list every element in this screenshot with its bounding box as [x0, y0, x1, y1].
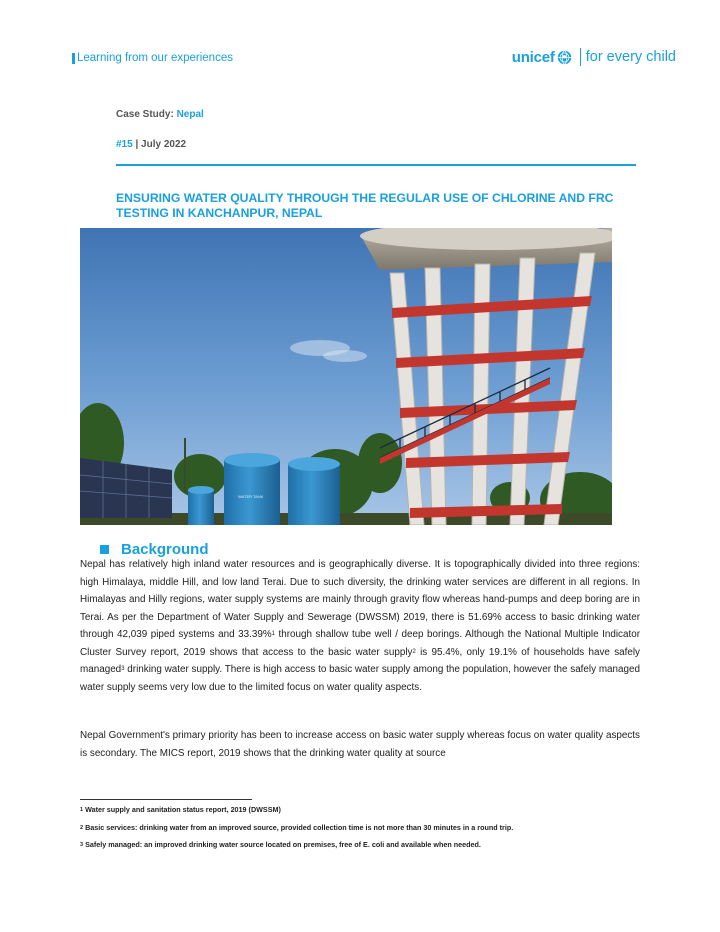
brand-name: unicef	[511, 48, 555, 66]
issue-number: #15	[116, 139, 133, 150]
section-heading-text: Background	[121, 541, 209, 558]
footnote-ref-3[interactable]: 3	[121, 666, 125, 672]
footnote-1-text: Water supply and sanitation status report, 2019 (DWSSM)	[85, 805, 281, 814]
unicef-globe-icon	[557, 50, 572, 65]
header-divider	[116, 164, 636, 166]
series-label	[72, 52, 233, 64]
issue-date: July 2022	[141, 139, 187, 150]
footnote-2-text: Basic services: drinking water from an improved source, provided collection time is not more than 30 minutes in a round trip.	[85, 823, 514, 832]
case-country: Nepal	[176, 109, 204, 120]
footnote-divider	[80, 799, 252, 800]
unicef-logo	[512, 48, 676, 66]
para1-part-b: through shallow tube well / deep borings. Although the National Multiple Indicator Cluster Survey report, 2019 shows that access to the basic water supply	[80, 629, 640, 658]
footnote-2-number: 2	[80, 825, 84, 831]
cover-photo	[80, 228, 612, 525]
footnote-1-number: 1	[80, 807, 84, 813]
body-paragraph-2: Nepal Government's primary priority has been to increase access on basic water supply whereas focus on water quality aspects is secondary. The MICS report, 2019 shows that the drinking water quality at source	[80, 730, 640, 759]
issue-separator: |	[132, 139, 142, 150]
footnote-ref-2[interactable]: 2	[412, 648, 416, 655]
para1-part-d: drinking water supply. There is high access to basic water supply among the population, however the safely managed water supply seems very low due to the limited focus on water quality aspects.	[80, 664, 640, 693]
bullet-square-icon	[100, 545, 109, 554]
footnote-3-text: Safely managed: an improved drinking water source located on premises, free of E. coli and available when needed.	[85, 840, 481, 849]
case-prefix: Case Study:	[116, 109, 177, 120]
case-study-label	[116, 109, 204, 120]
body-paragraph-1	[80, 556, 640, 696]
para1-part-a: Nepal has relatively high inland water resources and is geographically diverse. It is topographically divided into three regions: high Himalaya, middle Hill, and low land Terai. Due to such diversity, the drinking water services are different in all regions. In Himalayas and Hilly regions, water supply systems are mainly through gravity flow whereas hand-pumps and deep boring are in Terai. As per the Department of Water Supply and Sewerage (DWSSM) 2019, there is 51.69% access to basic drinking water through 42,039 piped systems and 33.39%	[80, 559, 640, 640]
logo-divider	[580, 48, 581, 66]
water-tower-image	[80, 228, 612, 525]
tank-label: WATER TANK	[238, 494, 264, 499]
para1-part-c: is 95.4%, only 19.1% of households have safely managed	[80, 646, 640, 675]
footnote-2	[80, 823, 513, 833]
series-label-text: Learning from our experiences	[77, 52, 233, 64]
footnote-ref-1[interactable]: 1	[271, 631, 275, 637]
issue-line	[116, 139, 186, 150]
footnote-3	[80, 840, 481, 850]
document-title: ENSURING WATER QUALITY THROUGH THE REGULAR USE OF CHLORINE AND FRC TESTING IN KANCHANPUR, NEPAL	[116, 191, 614, 220]
brand-tagline: for every child	[585, 49, 676, 65]
series-bar-icon	[72, 53, 75, 64]
footnote-3-number: 3	[80, 842, 84, 848]
footnote-1	[80, 805, 281, 815]
